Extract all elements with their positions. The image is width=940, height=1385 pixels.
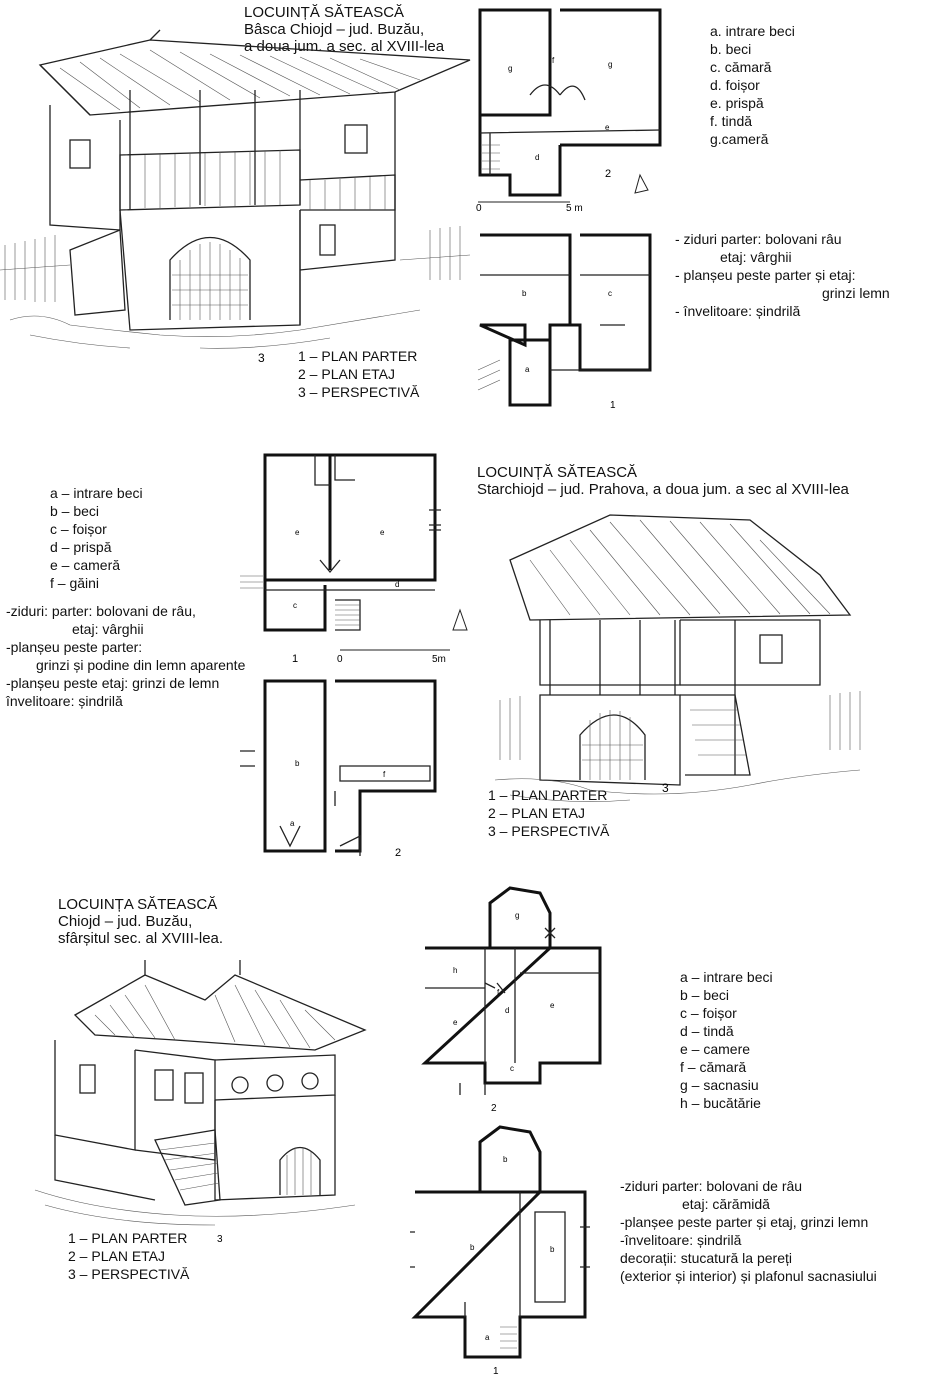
note-line: - planșeu peste parter și etaj: [675,267,856,283]
title-heading: LOCUINȚĂ SĂTEASCĂ [477,464,638,481]
title-line-1: Starchiojd – jud. Prahova, a doua jum. a sec al XVIII-lea [477,481,849,498]
plan-number: 1 [610,400,616,411]
room-letter: c [293,601,297,610]
notes-1 [675,230,890,320]
room-letter: a [485,1333,490,1342]
note-line: (exterior și interior) și plafonul sacnasiului [620,1268,877,1284]
room-letter: c [608,289,612,298]
room-letter: h [453,966,458,975]
note-line: -ziduri: parter: bolovani de râu, [6,603,196,619]
caption: 3 – PERSPECTIVĂ [488,823,610,839]
note-line: -planșeu peste parter: [6,639,143,655]
legend-item: g.cameră [710,131,769,147]
room-letter: f [552,56,555,65]
room-letter: g [608,60,613,69]
legend-item: e – camere [680,1041,751,1057]
title-heading: LOCUINȚĂ SĂTEASCĂ [244,4,405,21]
scale-zero: 0 [476,203,482,214]
note-line: -învelitoare: șindrilă [620,1232,742,1248]
section-2-title [477,464,849,498]
note-line: grinzi lemn [822,285,890,301]
room-letter: e [380,528,385,537]
legend-item: b. beci [710,41,752,57]
note-line: etaj: vârghii [72,621,144,637]
note-line: etaj: vârghii [720,249,792,265]
room-letter: d [395,580,400,589]
room-letter: c [510,1064,514,1073]
legend-item: h – bucătărie [680,1095,761,1111]
upper-plan-3 [415,883,615,1123]
notes-3 [620,1177,877,1285]
note-line: învelitoare: șindrilă [6,693,123,709]
room-letter: f [383,770,386,779]
legend-2 [50,484,143,592]
plan-number: 2 [605,168,612,180]
title-line-1: Bâsca Chiojd – jud. Buzău, [244,21,425,38]
room-letter: e [605,123,610,132]
note-line: etaj: cărămidă [682,1196,770,1212]
section-1 [0,0,940,420]
note-line: grinzi și podine din lemn aparente [36,657,246,673]
section-3-title [58,896,223,947]
caption: 2 – PLAN ETAJ [68,1248,166,1264]
legend-item: a – intrare beci [680,969,773,985]
plan-number: 2 [491,1103,497,1114]
legend-item: c – foișor [680,1005,737,1021]
legend-item: d. foișor [710,77,760,93]
caption: 1 – PLAN PARTER [298,348,418,364]
legend-item: b – beci [50,503,100,519]
title-line-2: sfârșitul sec. al XVIII-lea. [58,930,224,947]
legend-3 [680,968,773,1112]
captions-1 [298,347,419,401]
legend-item: c – foișor [50,521,107,537]
plan-number: 1 [292,653,299,665]
legend-item: d – tindă [680,1023,734,1039]
title-line-1: Chiojd – jud. Buzău, [58,913,193,930]
room-letter: d [535,153,540,162]
caption: 3 – PERSPECTIVĂ [68,1266,190,1282]
upper-plan-1 [470,5,670,215]
plan-number: 1 [493,1366,499,1377]
room-letter: g [508,64,513,73]
legend-item: a – intrare beci [50,485,143,501]
ground-plan-3 [405,1122,605,1377]
legend-item: a. intrare beci [710,23,795,39]
room-letter: a [525,365,530,374]
room-letter: b [295,759,300,768]
scale-label: 5m [432,654,446,665]
room-letter: g [515,911,520,920]
note-line: -planșee peste parter și etaj, grinzi lemn [620,1214,869,1230]
perspective-number-1: 3 [258,351,265,365]
caption: 2 – PLAN ETAJ [298,366,396,382]
note-line: decorații: stucatură la pereți [620,1250,792,1266]
room-letter: d [505,1006,510,1015]
perspective-drawing-1 [0,30,470,365]
legend-1 [710,22,795,148]
room-letter: a [290,819,295,828]
caption: 1 – PLAN PARTER [68,1230,188,1246]
legend-item: c. cămară [710,59,772,75]
legend-item: f – găini [50,575,100,591]
section-2 [0,440,940,870]
plan-number: 2 [395,847,402,859]
note-line: - învelitoare: șindrilă [675,303,801,319]
legend-item: f. tindă [710,113,753,129]
note-line: -ziduri parter: bolovani de râu [620,1178,803,1194]
captions-2 [488,786,609,840]
caption: 1 – PLAN PARTER [488,787,608,803]
perspective-number-3: 3 [217,1234,223,1245]
room-letter: e [295,528,300,537]
ground-plan-2 [235,676,455,866]
room-letter: b [503,1155,508,1164]
title-heading: LOCUINȚA SĂTEASCĂ [58,896,218,913]
perspective-number-2: 3 [662,781,669,795]
legend-item: g – sacnasiu [680,1077,759,1093]
perspective-drawing-2 [490,510,870,800]
legend-item: e – cameră [50,557,121,573]
room-letter: b [470,1243,475,1252]
note-line: -planșeu peste etaj: grinzi de lemn [6,675,220,691]
caption: 3 – PERSPECTIVĂ [298,384,420,400]
scale-zero: 0 [337,654,343,665]
perspective-drawing-3 [35,960,385,1245]
room-letter: b [522,289,527,298]
legend-item: f – cămară [680,1059,747,1075]
legend-item: e. prispă [710,95,764,111]
note-line: - ziduri parter: bolovani râu [675,231,842,247]
caption: 2 – PLAN ETAJ [488,805,586,821]
legend-item: d – prispă [50,539,112,555]
room-letter: e [550,1001,555,1010]
section-3 [0,880,940,1380]
room-letter: f [497,988,500,997]
room-letter: b [550,1245,555,1254]
ground-plan-1 [470,230,670,410]
notes-2 [6,602,245,710]
legend-item: b – beci [680,987,730,1003]
room-letter: e [453,1018,458,1027]
title-line-2: a doua jum. a sec. al XVIII-lea [244,38,445,55]
upper-plan-2 [235,450,465,670]
captions-3 [68,1229,189,1283]
scale-label: 5 m [566,203,583,214]
